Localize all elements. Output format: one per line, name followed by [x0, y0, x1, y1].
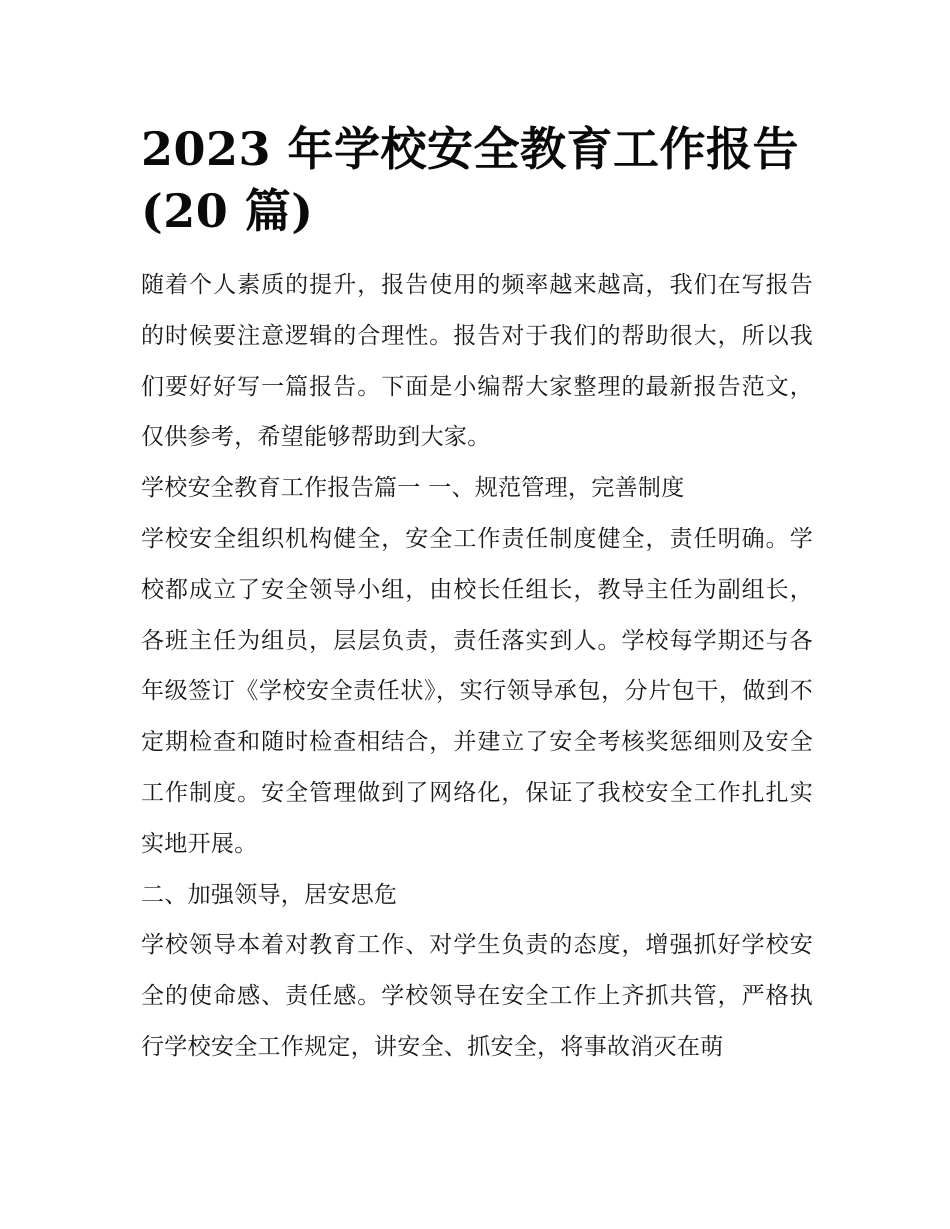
section-two-heading: 二、加强领导，居安思危 [141, 881, 398, 908]
section-one-paragraph: 学校安全组织机构健全，安全工作责任制度健全，责任明确。学校都成立了安全领导小组，由校长任组长，教导主任为副组长，各班主任为组员，层层负责，责任落实到人。学校每学期还与各年级签订《学校安全责任状》，实行领导承包，分片包干，做到不定期检查和随时检查相结合，并建立了安全考核奖惩细则及安全工作制度。安全管理做到了网络化，保证了我校安全工作扎扎实实地开展。 [141, 525, 813, 857]
document-title: 2023 年学校安全教育工作报告(20 篇) [141, 122, 800, 238]
section-one-heading: 学校安全教育工作报告篇一 一、规范管理，完善制度 [141, 475, 685, 502]
document-content [141, 118, 813, 1073]
intro-paragraph: 随着个人素质的提升，报告使用的频率越来越高，我们在写报告的时候要注意逻辑的合理性。报告对于我们的帮助很大，所以我们要好好写一篇报告。下面是小编帮大家整理的最新报告范文，仅供参考，希望能够帮助到大家。 [141, 272, 813, 451]
section-two-paragraph: 学校领导本着对教育工作、对学生负责的态度，增强抓好学校安全的使命感、责任感。学校领导在安全工作上齐抓共管，严格执行学校安全工作规定，讲安全、抓安全，将事故消灭在萌 [141, 932, 813, 1060]
document-body [141, 260, 813, 1073]
